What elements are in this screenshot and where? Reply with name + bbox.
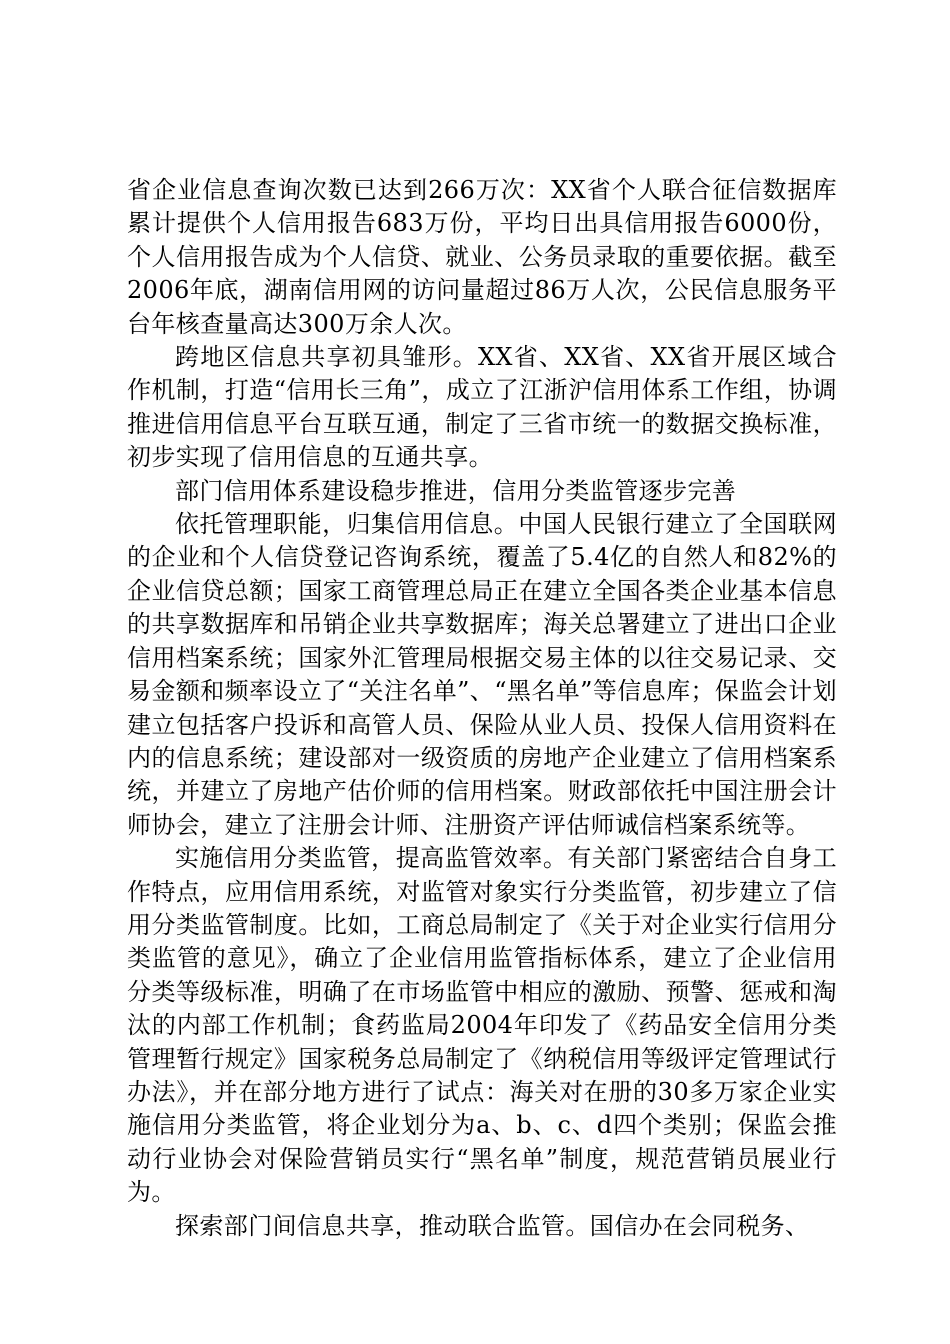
paragraph-3-heading: 部门信用体系建设稳步推进，信用分类监管逐步完善	[175, 476, 737, 505]
document-page	[127, 174, 837, 1243]
paragraph-6: 探索部门间信息共享，推动联合监管。国信办在会同税务、	[175, 1211, 810, 1240]
paragraph-2: 跨地区信息共享初具雏形。XX省、XX省、XX省开展区域合作机制，打造“信用长三角”，成立了江浙沪信用体系工作组，协调推进信用信息平台互联互通，制定了三省市统一的数据交换标准，初步实现了信用信息的互通共享。	[127, 343, 837, 472]
paragraph-1: 省企业信息查询次数已达到266万次：XX省个人联合征信数据库累计提供个人信用报告683万份，平均日出具信用报告6000份，个人信用报告成为个人信贷、就业、公务员录取的重要依据。截至2006年底，湖南信用网的访问量超过86万人次，公民信息服务平台年核查量高达300万余人次。	[127, 176, 837, 338]
paragraph-5: 实施信用分类监管，提高监管效率。有关部门紧密结合自身工作特点，应用信用系统，对监管对象实行分类监管，初步建立了信用分类监管制度。比如，工商总局制定了《关于对企业实行信用分类监管的意见》，确立了企业信用监管指标体系，建立了企业信用分类等级标准，明确了在市场监管中相应的激励、预警、惩戒和淘汰的内部工作机制；食药监局2004年印发了《药品安全信用分类管理暂行规定》国家税务总局制定了《纳税信用等级评定管理试行办法》，并在部分地方进行了试点：海关对在册的30多万家企业实施信用分类监管，将企业划分为a、b、c、d四个类别；保监会推动行业协会对保险营销员实行“黑名单”制度，规范营销员展业行为。	[127, 844, 837, 1207]
paragraph-4: 依托管理职能，归集信用信息。中国人民银行建立了全国联网的企业和个人信贷登记咨询系统，覆盖了5.4亿的自然人和82%的企业信贷总额；国家工商管理总局正在建立全国各类企业基本信息的共享数据库和吊销企业共享数据库；海关总署建立了进出口企业信用档案系统；国家外汇管理局根据交易主体的以往交易记录、交易金额和频率设立了“关注名单”、“黑名单”等信息库；保监会计划建立包括客户投诉和高管人员、保险从业人员、投保人信用资料在内的信息系统；建设部对一级资质的房地产企业建立了信用档案系统，并建立了房地产估价师的信用档案。财政部依托中国注册会计师协会，建立了注册会计师、注册资产评估师诚信档案系统等。	[127, 510, 837, 839]
